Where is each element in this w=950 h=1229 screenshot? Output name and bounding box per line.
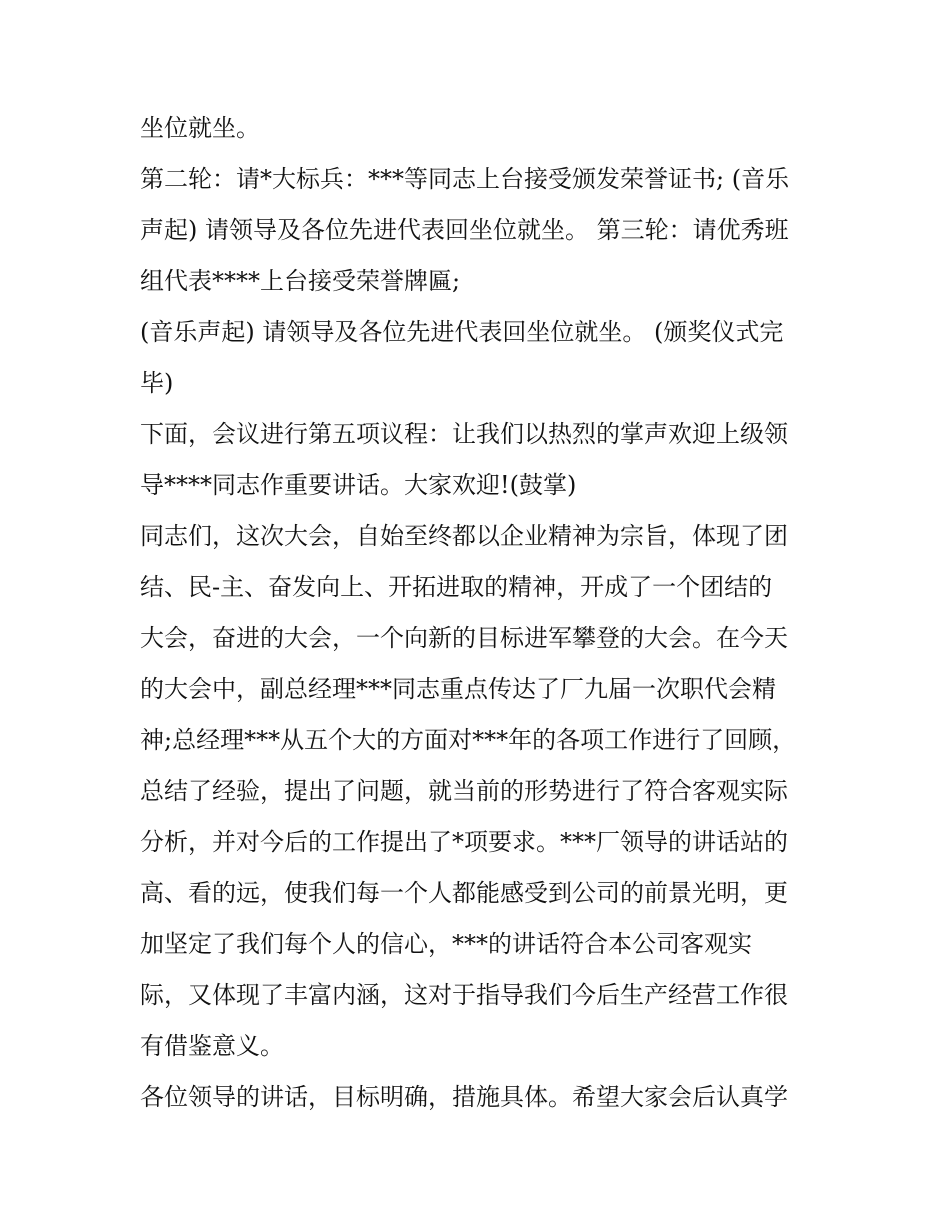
text-line: 的大会中，副总经理***同志重点传达了厂九届一次职代会精	[140, 675, 776, 703]
text-line: 结、民-主、奋发向上、开拓进取的精神，开成了一个团结的	[140, 573, 773, 601]
text-line: 第二轮：请*大标兵：***等同志上台接受颁发荣誉证书; (音乐	[140, 165, 790, 193]
text-line: 各位领导的讲话，目标明确，措施具体。希望大家会后认真学	[140, 1083, 788, 1111]
text-line: 大会，奋进的大会，一个向新的目标进军攀登的大会。在今天	[140, 624, 788, 652]
text-line: 高、看的远，使我们每一个人都能感受到公司的前景光明，更	[140, 879, 788, 907]
text-line: 声起) 请领导及各位先进代表回坐位就坐。 第三轮：请优秀班	[140, 216, 789, 244]
text-line: 同志们，这次大会，自始至终都以企业精神为宗旨，体现了团	[140, 522, 788, 550]
text-line: 际，又体现了丰富内涵，这对于指导我们今后生产经营工作很	[140, 981, 788, 1009]
text-line: 神;总经理***从五个大的方面对***年的各项工作进行了回顾，	[140, 726, 797, 754]
text-line: 组代表****上台接受荣誉牌匾;	[140, 267, 461, 295]
text-line: 加坚定了我们每个人的信心，***的讲话符合本公司客观实	[140, 930, 752, 958]
text-line: 下面，会议进行第五项议程：让我们以热烈的掌声欢迎上级领	[140, 420, 788, 448]
text-line: 坐位就坐。	[140, 114, 260, 142]
document-body	[140, 103, 820, 1123]
text-line: 导****同志作重要讲话。大家欢迎!(鼓掌)	[140, 471, 577, 499]
text-line: 毕)	[140, 369, 174, 397]
text-line: 有借鉴意义。	[140, 1032, 284, 1060]
text-line: 总结了经验，提出了问题，就当前的形势进行了符合客观实际	[140, 777, 788, 805]
text-line: (音乐声起) 请领导及各位先进代表回坐位就坐。 (颁奖仪式完	[140, 318, 784, 346]
text-line: 分析，并对今后的工作提出了*项要求。***厂领导的讲话站的	[140, 828, 788, 856]
